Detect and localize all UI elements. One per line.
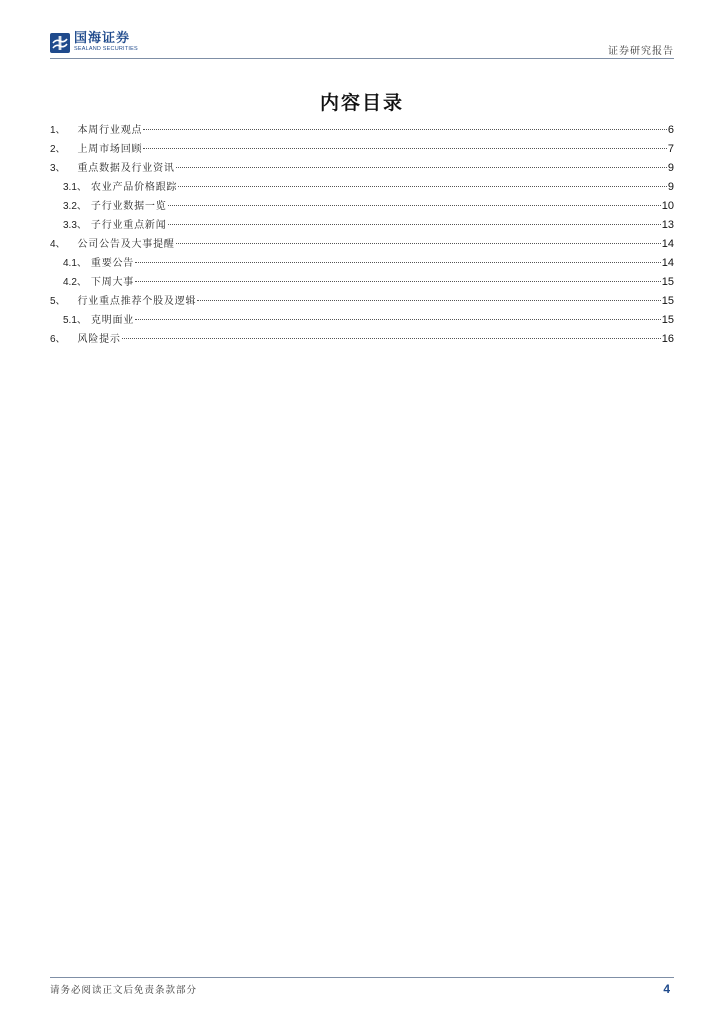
page-number: 4 <box>663 982 670 996</box>
toc-page-number: 9 <box>667 181 674 193</box>
toc-entry-number: 5、 <box>50 296 66 307</box>
toc-entry[interactable] <box>50 254 674 273</box>
toc-entry-label <box>63 197 167 212</box>
toc-entry[interactable] <box>50 311 674 330</box>
toc-dot-leader <box>176 243 661 244</box>
toc-entry-text: 上周市场回顾 <box>77 144 143 155</box>
toc-entry-number: 1、 <box>50 125 66 136</box>
logo-english-name: SEALAND SECURITIES <box>74 46 138 52</box>
toc-entry-label <box>50 292 196 307</box>
toc-entry[interactable] <box>50 197 674 216</box>
toc-dot-leader <box>197 300 660 301</box>
toc-page-number: 9 <box>667 162 674 174</box>
toc-entry-text: 农业产品价格跟踪 <box>90 182 178 193</box>
toc-entry-label <box>63 273 134 288</box>
toc-entry-label <box>63 178 177 193</box>
toc-entry-label <box>63 311 134 326</box>
sealand-logo-icon <box>50 33 70 53</box>
logo-chinese-name: 国海证券 <box>74 31 131 46</box>
toc-dot-leader <box>143 148 667 149</box>
toc-entry[interactable] <box>50 140 674 159</box>
toc-entry[interactable] <box>50 235 674 254</box>
toc-entry-label <box>63 254 134 269</box>
company-logo <box>50 32 138 56</box>
toc-entry-number: 3.3、 <box>63 220 87 231</box>
toc-page-number: 15 <box>661 314 674 326</box>
toc-dot-leader <box>168 224 661 225</box>
toc-page-number: 15 <box>661 276 674 288</box>
toc-entry[interactable] <box>50 292 674 311</box>
toc-entry-number: 5.1、 <box>63 315 87 326</box>
toc-dot-leader <box>135 319 661 320</box>
toc-entry[interactable] <box>50 216 674 235</box>
toc-entry-number: 3、 <box>50 163 66 174</box>
toc-entry[interactable] <box>50 178 674 197</box>
toc-entry-number: 3.2、 <box>63 201 87 212</box>
disclaimer-note: 请务必阅读正文后免责条款部分 <box>50 985 198 996</box>
toc-page-number: 16 <box>661 333 674 345</box>
toc-entry-number: 6、 <box>50 334 66 345</box>
toc-entry-number: 4.1、 <box>63 258 87 269</box>
toc-entry-text: 重点数据及行业资讯 <box>77 163 175 174</box>
toc-entry[interactable] <box>50 121 674 140</box>
toc-page-number: 14 <box>661 257 674 269</box>
toc-entry-text: 子行业重点新闻 <box>90 220 167 231</box>
toc-entry-text: 重要公告 <box>90 258 135 269</box>
toc-entry-text: 克明面业 <box>90 315 135 326</box>
toc-page-number: 13 <box>661 219 674 231</box>
toc-entry-text: 本周行业观点 <box>77 125 143 136</box>
toc-page-number: 15 <box>661 295 674 307</box>
toc-title: 内容目录 <box>319 92 404 114</box>
toc-dot-leader <box>143 129 667 130</box>
toc-dot-leader <box>168 205 661 206</box>
toc-entry-text: 行业重点推荐个股及逻辑 <box>77 296 197 307</box>
toc-page-number: 6 <box>667 124 674 136</box>
toc-entry[interactable] <box>50 330 674 349</box>
toc-entry-text: 子行业数据一览 <box>90 201 167 212</box>
toc-entry-number: 2、 <box>50 144 66 155</box>
toc-page-number: 10 <box>661 200 674 212</box>
toc-entry-number: 3.1、 <box>63 182 87 193</box>
toc-entry[interactable] <box>50 159 674 178</box>
toc-dot-leader <box>178 186 667 187</box>
toc-entry-label <box>50 330 121 345</box>
toc-entry-label <box>50 159 175 174</box>
toc-dot-leader <box>135 281 661 282</box>
toc-dot-leader <box>122 338 661 339</box>
toc-dot-leader <box>176 167 667 168</box>
toc-entry-number: 4.2、 <box>63 277 87 288</box>
toc-dot-leader <box>135 262 661 263</box>
toc-entry-label <box>50 121 142 136</box>
toc-page-number: 14 <box>661 238 674 250</box>
toc-entry-label <box>50 235 175 250</box>
toc-entry-text: 公司公告及大事提醒 <box>77 239 175 250</box>
table-of-contents <box>50 121 674 349</box>
toc-entry-text: 下周大事 <box>90 277 135 288</box>
toc-entry-number: 4、 <box>50 239 66 250</box>
report-type-label: 证券研究报告 <box>608 46 674 57</box>
toc-entry-label <box>63 216 167 231</box>
page-footer <box>50 977 674 1002</box>
toc-page-number: 7 <box>667 143 674 155</box>
toc-entry-text: 风险提示 <box>77 334 121 345</box>
toc-entry-label <box>50 140 142 155</box>
page-header <box>50 32 674 59</box>
toc-entry[interactable] <box>50 273 674 292</box>
